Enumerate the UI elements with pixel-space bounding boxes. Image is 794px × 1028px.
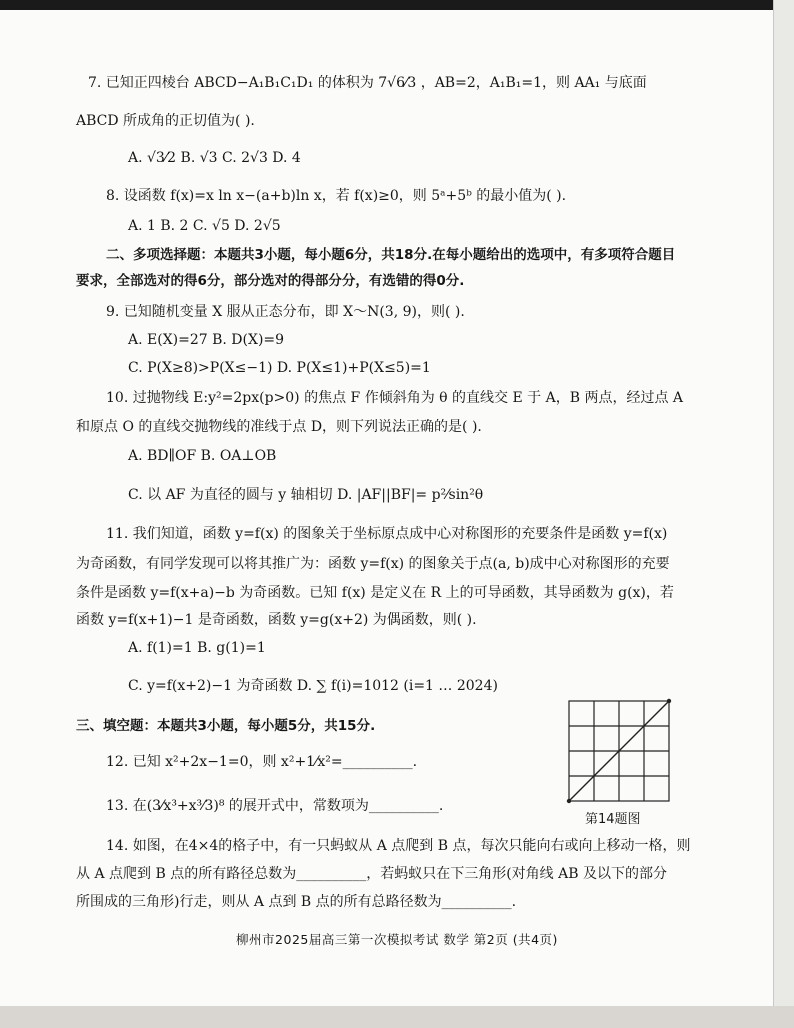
question-10-line-2: 和原点 O 的直线交抛物线的准线于点 D，则下列说法正确的是( ). — [76, 419, 482, 435]
question-9: 9. 已知随机变量 X 服从正态分布，即 X～N(3, 9)，则( ). — [106, 304, 465, 320]
scan-right-edge — [773, 0, 794, 1028]
figure-14-caption: 第14题图 — [585, 812, 641, 827]
question-7-line-2: ABCD 所成角的正切值为( ). — [76, 113, 255, 129]
question-14-line-3: 所围成的三角形)行走，则从 A 点到 B 点的所有总路径数为__________. — [76, 894, 517, 910]
question-9-options-ab: A. E(X)=27 B. D(X)=9 — [128, 332, 285, 348]
question-14-line-2: 从 A 点爬到 B 点的所有路径总数为__________，若蚂蚁只在下三角形(对角线 AB 及以下的部分 — [76, 866, 667, 882]
question-7-line-1: 7. 已知正四棱台 ABCD−A₁B₁C₁D₁ 的体积为 7√6⁄3 ，AB=2，A₁B₁=1，则 AA₁ 与底面 — [88, 75, 647, 91]
section-2-heading-line-1: 二、多项选择题：本题共3小题，每小题6分，共18分.在每小题给出的选项中，有多项符合题目 — [106, 247, 676, 263]
question-10-options-cd: C. 以 AF 为直径的圆与 y 轴相切 D. |AF||BF|= p²⁄sin²θ — [128, 487, 484, 503]
question-9-options-cd: C. P(X≥8)>P(X≤−1) D. P(X≤1)+P(X≤5)=1 — [128, 360, 431, 376]
question-8-options: A. 1 B. 2 C. √5 D. 2√5 — [128, 218, 281, 234]
question-14-line-1: 14. 如图，在4×4的格子中，有一只蚂蚁从 A 点爬到 B 点，每次只能向右或向上移动一格，则 — [106, 838, 691, 854]
question-11-options-ab: A. f(1)=1 B. g(1)=1 — [128, 640, 266, 656]
section-2-heading-line-2: 要求，全部选对的得6分，部分选对的得部分分，有选错的得0分. — [76, 273, 465, 289]
question-7-options: A. √3⁄2 B. √3 C. 2√3 D. 4 — [128, 150, 301, 166]
question-11-options-cd: C. y=f(x+2)−1 为奇函数 D. ∑ f(i)=1012 (i=1 … 2024) — [128, 678, 498, 694]
scan-bottom-edge — [0, 1006, 794, 1028]
section-3-heading: 三、填空题：本题共3小题，每小题5分，共15分. — [76, 718, 376, 734]
scan-top-edge — [0, 0, 794, 10]
question-8: 8. 设函数 f(x)=x ln x−(a+b)ln x，若 f(x)≥0，则 5ᵃ+5ᵇ 的最小值为( ). — [106, 188, 567, 204]
question-11-line-1: 11. 我们知道，函数 y=f(x) 的图象关于坐标原点成中心对称图形的充要条件是函数 y=f(x) — [106, 526, 668, 542]
question-13: 13. 在(3⁄x³+x³⁄3)⁸ 的展开式中，常数项为__________. — [106, 798, 444, 814]
question-10-line-1: 10. 过抛物线 E:y²=2px(p>0) 的焦点 F 作倾斜角为 θ 的直线交 E 于 A，B 两点，经过点 A — [106, 390, 684, 406]
question-11-line-3: 条件是函数 y=f(x+a)−b 为奇函数。已知 f(x) 是定义在 R 上的可导函数，其导函数为 g(x)，若 — [76, 585, 674, 601]
ant-grid-figure — [566, 698, 672, 804]
question-12: 12. 已知 x²+2x−1=0，则 x²+1⁄x²=__________. — [106, 754, 418, 770]
question-11-line-4: 函数 y=f(x+1)−1 是奇函数，函数 y=g(x+2) 为偶函数，则( ). — [76, 612, 477, 628]
question-10-options-ab: A. BD∥OF B. OA⊥OB — [128, 448, 277, 464]
page-footer: 柳州市2025届高三第一次模拟考试 数学 第2页 (共4页) — [236, 932, 558, 947]
question-11-line-2: 为奇函数，有同学发现可以将其推广为：函数 y=f(x) 的图象关于点(a, b)成中心对称图形的充要 — [76, 556, 670, 572]
